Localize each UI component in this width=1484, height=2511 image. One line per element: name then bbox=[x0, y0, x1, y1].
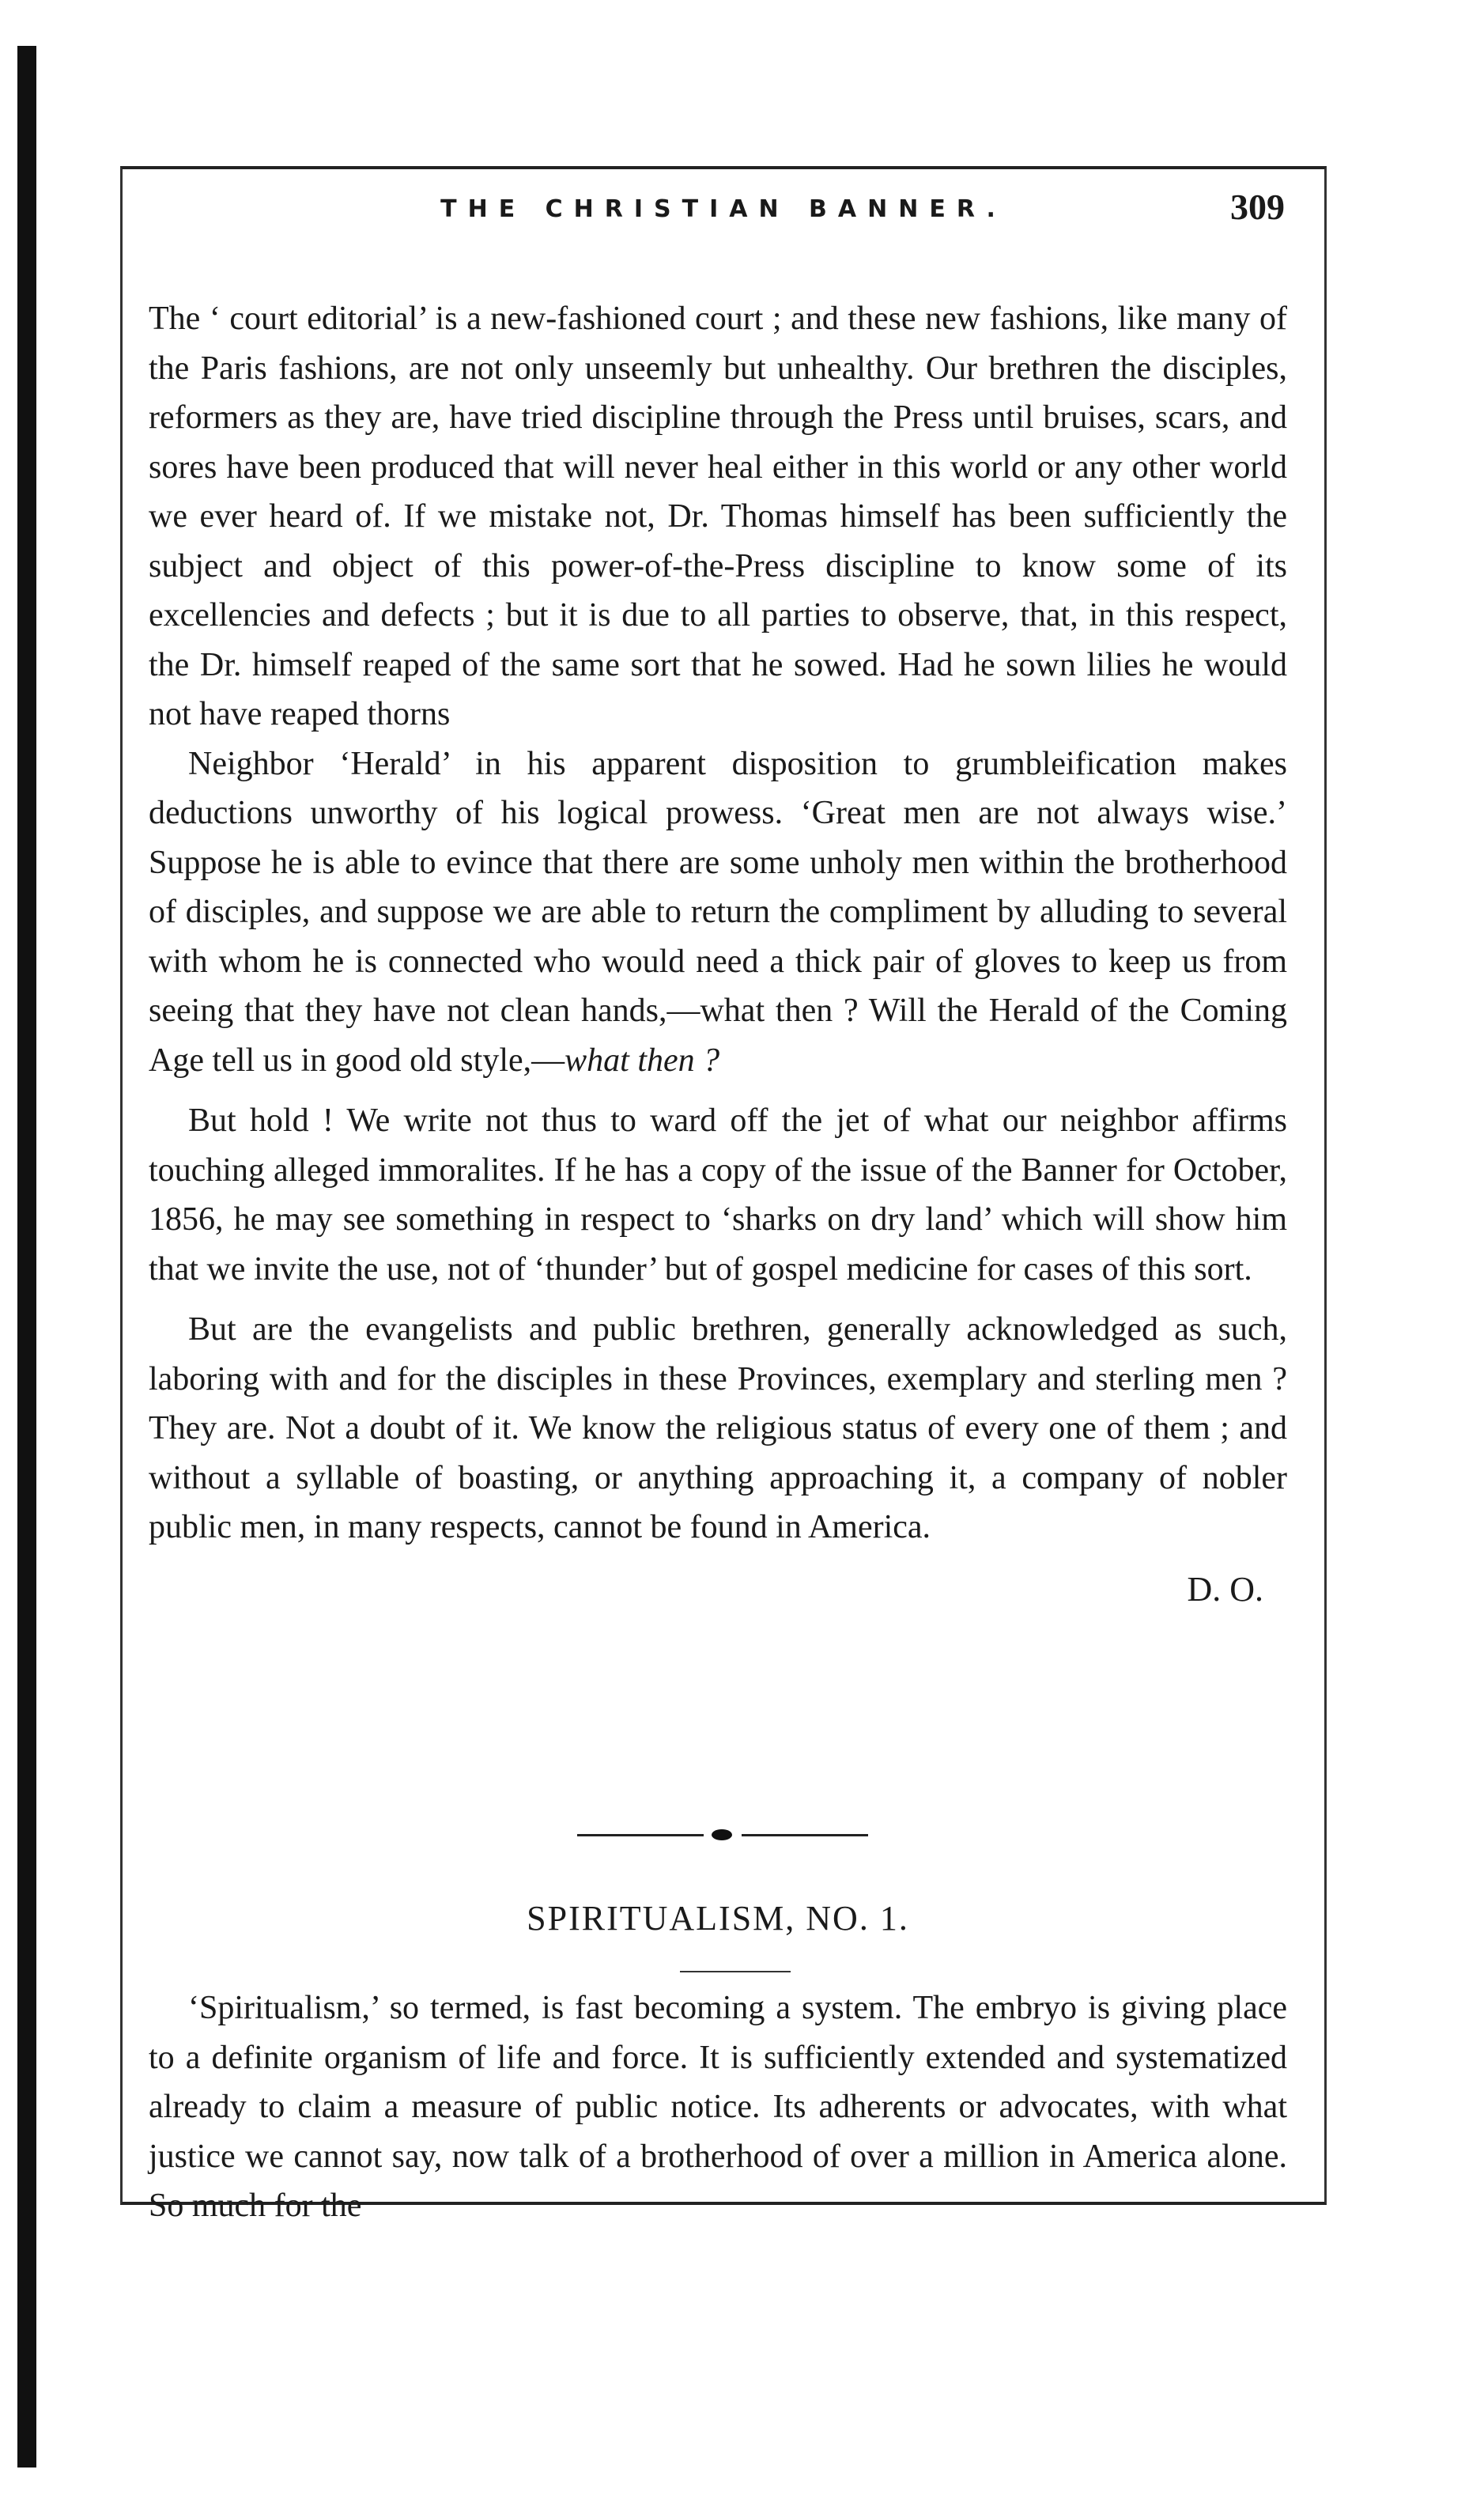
italic-phrase: what then ? bbox=[565, 1042, 720, 1079]
paragraph-2-text: Neighbor ‘Herald’ in his apparent disposition to grumbleification makes deductions unworthy of his logical prowess. ‘Great men are not always wise.’ Suppose he is able to evince that there are some unholy men within the brotherhood of disciples, and suppose we are able to return the compliment by alluding to several with whom he is connected who would need a thick pair of gloves to keep us from seeing that they have not clean hands,—what then ? Will the Herald of the Coming Age tell us in good old style,— bbox=[149, 745, 1287, 1079]
paragraph-1: The ‘ court editorial’ is a new-fashioned court ; and these new fashions, like many of the Paris fashions, are not only unseemly but unhealthy. Our brethren the disciples, reformers as they are, have tried discipline through the Press until bruises, scars, and sores have been produced that will never heal either in this world or any other world we ever heard of. If we mistake not, Dr. Thomas himself has been sufficiently the subject and object of this power-of-the-Press discipline to know some of its excellencies and defects ; but it is due to all parties to observe, that, in this respect, the Dr. himself reaped of the same sort that he sowed. Had he sown lilies he would not have reaped thorns bbox=[149, 301, 1287, 732]
section-paragraph: ‘Spiritualism,’ so termed, is fast becoming a system. The embryo is giving place to a definite organism of life and force. It is sufficiently extended and systematized already to claim a measure of public notice. Its adherents or advocates, with what justice we cannot say, now talk of a brotherhood of over a million in America alone. So much for the bbox=[149, 1990, 1287, 2224]
divider-line-left bbox=[577, 1834, 704, 1836]
title-underline bbox=[680, 1971, 791, 1972]
section-body bbox=[149, 1983, 1287, 2231]
book-binding-edge bbox=[17, 46, 36, 2468]
running-title: THE CHRISTIAN BANNER. bbox=[440, 195, 1006, 223]
section-divider bbox=[577, 1827, 870, 1843]
section-title: SPIRITUALISM, NO. 1. bbox=[527, 1899, 909, 1938]
divider-ornament bbox=[712, 1829, 732, 1840]
page-number: 309 bbox=[1230, 187, 1285, 227]
article-body bbox=[149, 294, 1287, 1614]
author-signature: D. O. bbox=[1187, 1569, 1263, 1609]
paragraph-2 bbox=[149, 739, 1287, 1086]
running-header bbox=[130, 186, 1316, 249]
paragraph-4: But are the evangelists and public brethren, generally acknowledged as such, laboring with and for the disciples in these Provinces, exemplary and sterling men ? They are. Not a doubt of it. We know the religious status of every one of them ; and without a syllable of boasting, or anything approaching it, a company of nobler public men, in many respects, cannot be found in America. bbox=[149, 1311, 1287, 1545]
divider-line-right bbox=[742, 1834, 868, 1836]
paragraph-3: But hold ! We write not thus to ward off the jet of what our neighbor affirms touching alleged immoralites. If he has a copy of the issue of the Banner for October, 1856, he may see something in respect to ‘sharks on dry land’ which will show him that we invite the use, not of ‘thunder’ but of gospel medicine for cases of this sort. bbox=[149, 1102, 1287, 1288]
